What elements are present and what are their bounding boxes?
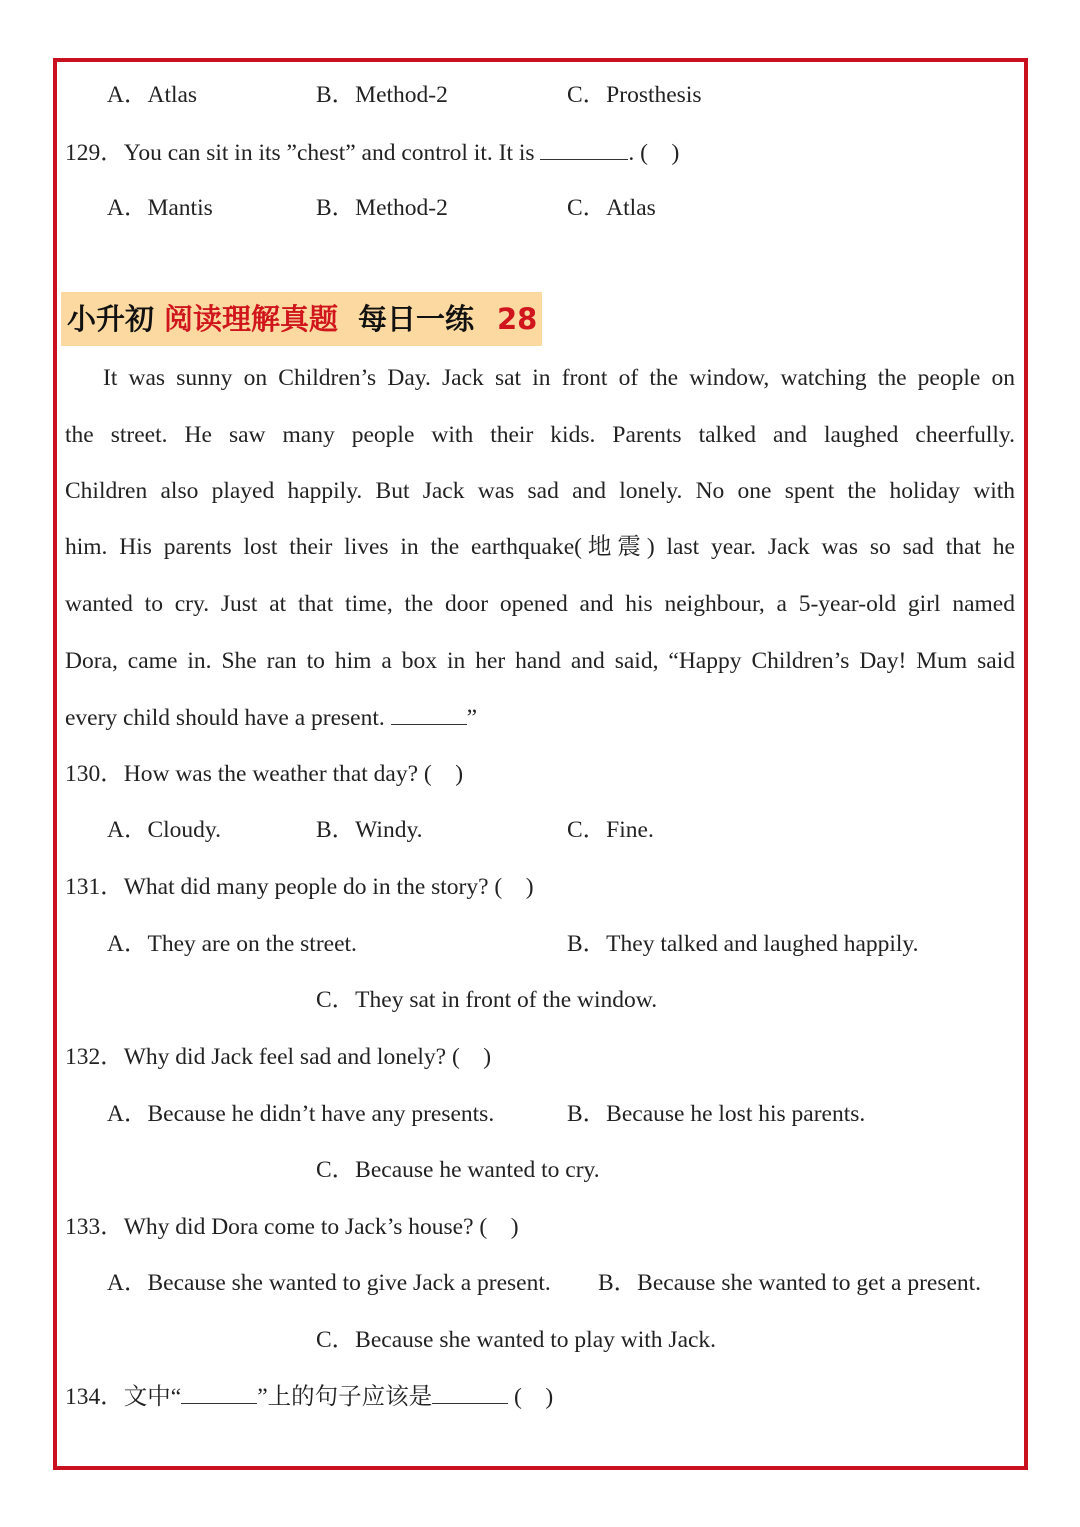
passage-answer-blank[interactable] xyxy=(391,702,467,725)
q133-option-a[interactable]: A．Because she wanted to give Jack a present. xyxy=(107,1270,551,1296)
q133-option-b[interactable]: B．Because she wanted to get a present. xyxy=(598,1270,982,1296)
q129-stem xyxy=(65,137,679,168)
q134-answer-blank[interactable] xyxy=(432,1381,508,1404)
q130-option-c[interactable]: C．Fine. xyxy=(567,817,654,843)
header-part3: 每日一练 xyxy=(358,302,475,336)
q134-stem-start: 134．文中“ xyxy=(65,1384,182,1410)
passage-line-6: Dora, came in. She ran to him a box in her hand and said, “Happy Children’s Day! Mum said xyxy=(65,648,1015,674)
q132-option-c[interactable]: C．Because he wanted to cry. xyxy=(316,1157,600,1183)
q128-option-c[interactable]: C．Prosthesis xyxy=(567,82,702,108)
q129-answer-blank[interactable] xyxy=(540,137,628,160)
header-part1: 小升初 xyxy=(67,302,155,336)
passage-last-text: every child should have a present. xyxy=(65,705,385,731)
q132-option-b[interactable]: B．Because he lost his parents. xyxy=(567,1101,866,1127)
q129-stem-tail: . ( ) xyxy=(628,140,680,166)
header-number: 28 xyxy=(497,302,538,336)
passage-line-3: Children also played happily. But Jack was sad and lonely. No one spent the holiday with xyxy=(65,478,1015,504)
header-part2: 阅读理解真题 xyxy=(164,302,339,336)
q128-option-a[interactable]: A．Atlas xyxy=(107,82,198,108)
q133-option-c[interactable]: C．Because she wanted to play with Jack. xyxy=(316,1327,717,1353)
q134-stem-end: ( ) xyxy=(508,1384,554,1410)
q130-option-a[interactable]: A．Cloudy. xyxy=(107,817,222,843)
q129-option-a[interactable]: A．Mantis xyxy=(107,195,213,221)
q131-option-c[interactable]: C．They sat in front of the window. xyxy=(316,987,658,1013)
q131-stem: 131．What did many people do in the story? ( ) xyxy=(65,874,534,900)
q129-option-b[interactable]: B．Method-2 xyxy=(316,195,448,221)
q129-option-c[interactable]: C．Atlas xyxy=(567,195,656,221)
q131-option-a[interactable]: A．They are on the street. xyxy=(107,931,357,957)
q133-stem: 133．Why did Dora come to Jack’s house? ( ) xyxy=(65,1214,519,1240)
q130-option-b[interactable]: B．Windy. xyxy=(316,817,423,843)
q132-stem: 132．Why did Jack feel sad and lonely? ( ) xyxy=(65,1044,492,1070)
q134-stem xyxy=(65,1381,553,1412)
passage-closing-quote: ” xyxy=(466,705,478,731)
q129-stem-text: 129．You can sit in its ”chest” and control it. It is xyxy=(65,140,535,166)
q131-option-b[interactable]: B．They talked and laughed happily. xyxy=(567,931,919,957)
q134-stem-mid: ”上的句子应该是 xyxy=(257,1384,433,1410)
section-header xyxy=(61,292,542,346)
passage-line-1: It was sunny on Children’s Day. Jack sat in front of the window, watching the people on xyxy=(103,365,1015,391)
q132-option-a[interactable]: A．Because he didn’t have any presents. xyxy=(107,1101,495,1127)
q130-stem: 130．How was the weather that day? ( ) xyxy=(65,761,464,787)
passage-line-5: wanted to cry. Just at that time, the door opened and his neighbour, a 5-year-old girl named xyxy=(65,591,1015,617)
passage-line-4: him. His parents lost their lives in the earthquake(地震) last year. Jack was so sad that he xyxy=(65,534,1015,560)
q128-option-b[interactable]: B．Method-2 xyxy=(316,82,448,108)
q134-quote-blank xyxy=(181,1381,257,1404)
passage-line-7 xyxy=(65,702,477,733)
passage-line-2: the street. He saw many people with their kids. Parents talked and laughed cheerfully. xyxy=(65,422,1015,448)
